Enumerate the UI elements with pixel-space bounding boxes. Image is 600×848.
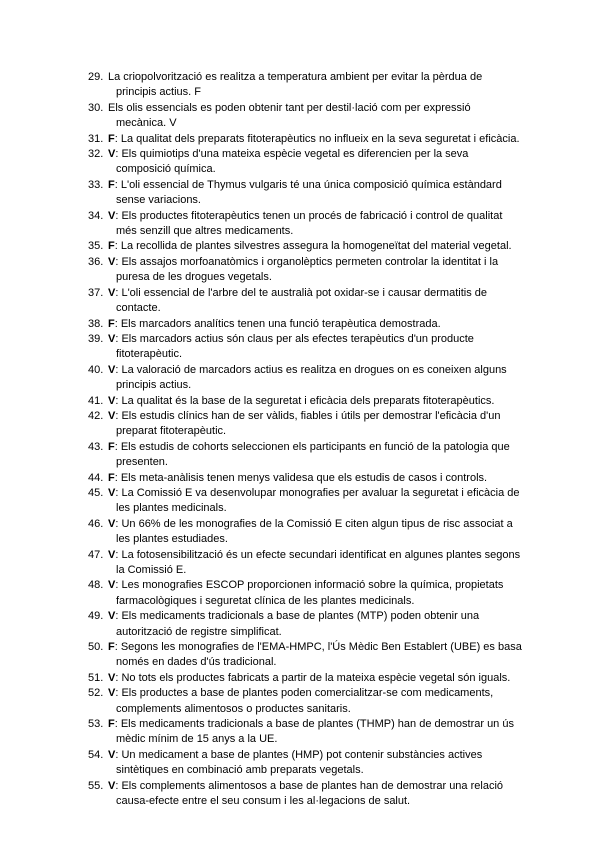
item-number: 42. — [88, 409, 104, 422]
line-text: mecànica. V — [116, 117, 177, 130]
item-text — [108, 471, 528, 486]
item-number: 31. — [88, 132, 104, 145]
item-text — [108, 548, 528, 579]
item-text — [108, 671, 528, 686]
answer-mark: F — [108, 718, 115, 731]
item-text — [108, 686, 528, 717]
item-line — [108, 378, 528, 393]
line-text: : Els meta-anàlisis tenen menys validesa que els estudis de casos i controls. — [114, 471, 488, 484]
answer-mark: V — [108, 779, 116, 792]
item-line — [108, 178, 528, 193]
line-text: : La Comissió E va desenvolupar monografies per avaluar la seguretat i eficàcia de — [115, 486, 520, 499]
list-item — [88, 132, 528, 147]
answer-mark: F — [108, 641, 115, 654]
item-line — [108, 224, 528, 239]
answer-mark: F — [108, 440, 115, 453]
answer-mark: F — [108, 240, 115, 253]
item-number: 34. — [88, 209, 104, 222]
answer-mark: V — [108, 332, 116, 345]
line-text: la Comissió E. — [116, 564, 187, 576]
answer-mark: F — [108, 317, 115, 330]
answer-mark: V — [108, 255, 116, 268]
answer-mark: F — [108, 132, 115, 145]
item-text — [108, 178, 528, 209]
item-number: 41. — [88, 394, 104, 407]
item-number: 43. — [88, 440, 104, 453]
item-number: 50. — [88, 641, 104, 654]
answer-mark: V — [108, 517, 116, 530]
list-item — [88, 317, 528, 332]
item-line — [108, 270, 528, 285]
line-text: : L'oli essencial de l'arbre del te australià pot oxidar-se i causar dermatitis de — [115, 286, 488, 299]
item-number: 44. — [88, 471, 104, 484]
list-item — [88, 748, 528, 779]
line-text: causa-efecte entre el seu consum i les al·legacions de salut. — [116, 795, 411, 808]
item-line — [108, 625, 528, 640]
line-text: principis actius. F — [116, 86, 201, 99]
item-text — [108, 717, 528, 748]
item-line — [108, 132, 528, 147]
item-number: 47. — [88, 548, 104, 561]
item-text — [108, 748, 528, 779]
item-line — [108, 748, 528, 763]
item-number: 46. — [88, 517, 104, 530]
line-text: : La recollida de plantes silvestres assegura la homogeneïtat del material vegetal. — [114, 240, 512, 253]
item-number: 49. — [88, 610, 104, 623]
list-item — [88, 517, 528, 548]
item-number: 54. — [88, 748, 104, 761]
item-line — [108, 101, 528, 116]
item-text — [108, 440, 528, 471]
line-text: les plantes estudiades. — [116, 533, 228, 546]
item-line — [108, 332, 528, 347]
answer-mark: V — [108, 671, 116, 684]
item-line — [108, 85, 528, 100]
line-text: només en dades d'ús tradicional. — [116, 656, 277, 669]
item-text — [108, 394, 528, 409]
line-text: : Els medicaments tradicionals a base de plantes (THMP) han de demostrar un ús — [114, 718, 514, 731]
list-item — [88, 239, 528, 254]
list-item — [88, 286, 528, 317]
line-text: : La qualitat és la base de la seguretat i eficàcia dels preparats fitoterapèutics. — [115, 394, 495, 407]
line-text: : Un 66% de les monografies de la Comissió E citen algun tipus de risc associat a — [115, 517, 513, 530]
item-number: 39. — [88, 332, 104, 345]
line-text: : La fotosensibilització és un efecte secundari identificat en algunes plantes segons — [115, 548, 521, 561]
item-text — [108, 409, 528, 440]
item-line — [108, 409, 528, 424]
list-item — [88, 686, 528, 717]
statement-list — [88, 70, 528, 810]
item-number: 40. — [88, 363, 104, 376]
line-text: les plantes medicinals. — [116, 502, 227, 515]
item-number: 45. — [88, 486, 104, 499]
item-line — [108, 193, 528, 208]
list-item — [88, 671, 528, 686]
answer-mark: V — [108, 409, 116, 422]
item-line — [108, 548, 528, 563]
line-text: Els olis essencials es poden obtenir tant per destil·lació com per expressió — [108, 101, 471, 114]
answer-mark: V — [108, 394, 116, 407]
item-line — [108, 702, 528, 717]
list-item — [88, 409, 528, 440]
item-text — [108, 363, 528, 394]
item-line — [108, 779, 528, 794]
list-item — [88, 178, 528, 209]
item-line — [108, 794, 528, 809]
line-text: : Els marcadors actius són claus per als efectes terapèutics d'un producte — [115, 332, 474, 345]
line-text: : La valoració de marcadors actius es realitza en drogues on es coneixen alguns — [115, 363, 507, 376]
item-line — [108, 394, 528, 409]
line-text: mèdic mínim de 15 anys a la UE. — [116, 733, 278, 746]
line-text: La criopolvorització es realitza a temperatura ambient per evitar la pèrdua de — [108, 71, 483, 83]
line-text: : L'oli essencial de Thymus vulgaris té una única composició química estàndard — [114, 178, 502, 191]
list-item — [88, 578, 528, 609]
item-line — [108, 594, 528, 609]
line-text: complements alimentosos o productes sanitaris. — [116, 702, 351, 715]
list-item — [88, 332, 528, 363]
item-line — [108, 209, 528, 224]
item-line — [108, 563, 528, 578]
item-number: 52. — [88, 687, 104, 700]
item-line — [108, 732, 528, 747]
line-text: presenten. — [116, 456, 168, 469]
line-text: : Els assajos morfoanatòmics i organolèptics permeten controlar la identitat i la — [115, 255, 499, 268]
item-line — [108, 717, 528, 732]
answer-mark: V — [108, 486, 116, 499]
list-item — [88, 486, 528, 517]
item-text — [108, 132, 528, 147]
list-item — [88, 147, 528, 178]
answer-mark: F — [108, 471, 115, 484]
item-line — [108, 686, 528, 701]
line-text: : Un medicament a base de plantes (HMP) pot contenir substàncies actives — [115, 748, 483, 761]
line-text: : Les monografies ESCOP proporcionen informació sobre la química, propietats — [115, 579, 504, 592]
list-item — [88, 609, 528, 640]
item-text — [108, 209, 528, 240]
item-text — [108, 101, 528, 132]
line-text: puresa de les drogues vegetals. — [116, 271, 272, 284]
line-text: sense variacions. — [116, 194, 201, 207]
item-text — [108, 517, 528, 548]
item-line — [108, 301, 528, 316]
line-text: : Els estudis clínics han de ser vàlids, fiables i útils per demostrar l'eficàcia d'un — [115, 409, 501, 422]
line-text: : La qualitat dels preparats fitoterapèutics no influeix en la seva seguretat i eficàcia. — [114, 132, 520, 145]
item-text — [108, 486, 528, 517]
item-text — [108, 609, 528, 640]
item-text — [108, 255, 528, 286]
item-line — [108, 471, 528, 486]
item-line — [108, 640, 528, 655]
item-line — [108, 486, 528, 501]
line-text: : Els productes a base de plantes poden comercialitzar-se com medicaments, — [115, 687, 494, 700]
item-number: 51. — [88, 671, 104, 684]
list-item — [88, 101, 528, 132]
line-text: més senzill que altres medicaments. — [116, 225, 294, 238]
item-line — [108, 317, 528, 332]
answer-mark: V — [108, 610, 116, 623]
line-text: : Els quimiotips d'una mateixa espècie vegetal es diferencien per la seva — [115, 148, 469, 161]
item-line — [108, 440, 528, 455]
item-text — [108, 578, 528, 609]
line-text: : Els estudis de cohorts seleccionen els participants en funció de la patologia que — [114, 440, 510, 453]
list-item — [88, 640, 528, 671]
item-number: 29. — [88, 71, 104, 83]
line-text: contacte. — [116, 302, 161, 315]
line-text: : Segons les monografies de l'EMA-HMPC, l'Ús Mèdic Ben Establert (UBE) es basa — [114, 641, 522, 654]
item-number: 36. — [88, 255, 104, 268]
item-line — [108, 363, 528, 378]
item-number: 48. — [88, 579, 104, 592]
item-line — [108, 517, 528, 532]
item-line — [108, 162, 528, 177]
item-text — [108, 147, 528, 178]
item-text — [108, 317, 528, 332]
item-line — [108, 671, 528, 686]
item-text — [108, 70, 528, 101]
item-line — [108, 70, 528, 85]
answer-mark: V — [108, 286, 116, 299]
list-item — [88, 394, 528, 409]
line-text: principis actius. — [116, 379, 192, 392]
item-text — [108, 640, 528, 671]
item-line — [108, 116, 528, 131]
item-text — [108, 286, 528, 317]
line-text: preparat fitoterapèutic. — [116, 425, 227, 438]
line-text: : No tots els productes fabricats a partir de la mateixa espècie vegetal són iguals. — [115, 671, 511, 684]
answer-mark: V — [108, 748, 116, 761]
line-text: : Els medicaments tradicionals a base de plantes (MTP) poden obtenir una — [115, 610, 480, 623]
item-number: 35. — [88, 240, 104, 253]
item-number: 55. — [88, 779, 104, 792]
item-line — [108, 239, 528, 254]
list-item — [88, 363, 528, 394]
line-text: farmacològiques i seguretat clínica de les plantes medicinals. — [116, 594, 415, 607]
item-number: 32. — [88, 148, 104, 161]
list-item — [88, 471, 528, 486]
answer-mark: V — [108, 148, 116, 161]
item-line — [108, 147, 528, 162]
line-text: : Els productes fitoterapèutics tenen un procés de fabricació i control de qualitat — [115, 209, 503, 222]
item-line — [108, 578, 528, 593]
list-item — [88, 440, 528, 471]
item-text — [108, 779, 528, 810]
line-text: fitoterapèutic. — [116, 348, 183, 361]
answer-mark: V — [108, 209, 116, 222]
line-text: sintètiques en combinació amb preparats vegetals. — [116, 764, 364, 777]
answer-mark: V — [108, 579, 116, 592]
item-line — [108, 347, 528, 362]
item-text — [108, 332, 528, 363]
answer-mark: V — [108, 548, 116, 561]
item-line — [108, 763, 528, 778]
line-text: autorització de registre simplificat. — [116, 625, 282, 638]
item-line — [108, 424, 528, 439]
answer-mark: F — [108, 178, 115, 191]
item-line — [108, 609, 528, 624]
item-text — [108, 239, 528, 254]
answer-mark: V — [108, 363, 116, 376]
list-item — [88, 70, 528, 101]
item-line — [108, 655, 528, 670]
list-item — [88, 717, 528, 748]
list-item — [88, 779, 528, 810]
line-text: : Els complements alimentosos a base de plantes han de demostrar una relació — [115, 779, 504, 792]
item-number: 30. — [88, 101, 104, 114]
item-line — [108, 501, 528, 516]
item-line — [108, 255, 528, 270]
line-text: composició química. — [116, 163, 216, 176]
item-number: 37. — [88, 286, 104, 299]
item-number: 53. — [88, 718, 104, 731]
list-item — [88, 209, 528, 240]
item-line — [108, 532, 528, 547]
line-text: : Els marcadors analítics tenen una funció terapèutica demostrada. — [114, 317, 441, 330]
list-item — [88, 548, 528, 579]
list-item — [88, 255, 528, 286]
item-line — [108, 455, 528, 470]
answer-mark: V — [108, 687, 116, 700]
item-number: 38. — [88, 317, 104, 330]
item-number: 33. — [88, 178, 104, 191]
item-line — [108, 286, 528, 301]
